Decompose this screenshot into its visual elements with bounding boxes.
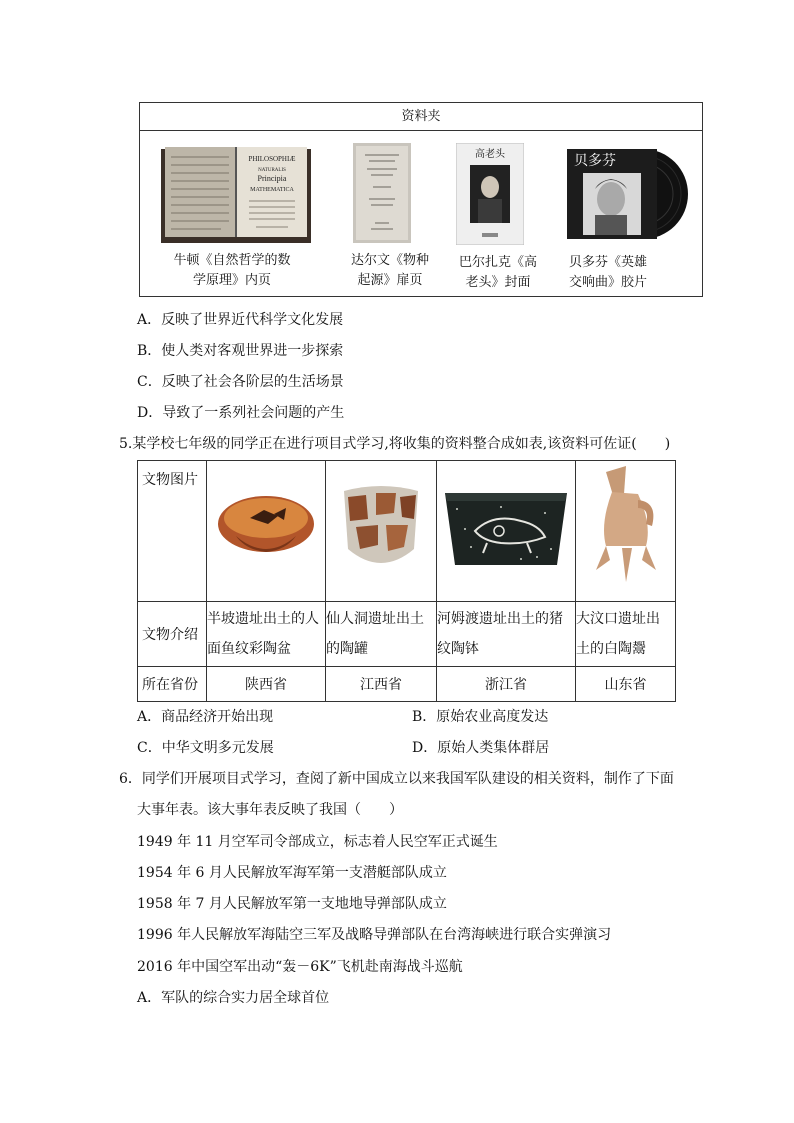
- caption-beethoven-line2: 交响曲》胶片: [568, 275, 647, 290]
- q4-option-b[interactable]: B．使人类对客观世界进一步探索: [137, 343, 344, 359]
- caption-beethoven: [558, 253, 658, 293]
- relic-intro-2-line1: 仙人洞遗址出土: [326, 611, 424, 627]
- relic-intro-3-line1: 河姆渡遗址出土的猪: [437, 611, 563, 627]
- relic-province-1: 陕西省: [207, 667, 326, 702]
- balzac-cover-image: [456, 143, 524, 245]
- q5-stem: 5.某学校七年级的同学正在进行项目式学习,将收集的资料整合成如表,该资料可佐证( ): [119, 436, 671, 452]
- relic-intro-1: [207, 602, 326, 667]
- q4-option-a[interactable]: A．反映了世界近代科学文化发展: [137, 312, 344, 328]
- hemudu-pig-bowl-image: [441, 487, 571, 571]
- caption-darwin-line1: 达尔文《物种: [350, 253, 429, 268]
- q6-option-a[interactable]: A．军队的综合实力居全球首位: [137, 990, 330, 1006]
- q6-event-5: 2016 年中国空军出动“轰－6K”飞机赴南海战斗巡航: [137, 959, 463, 975]
- row-header-province: 所在省份: [138, 667, 207, 702]
- relic-image-cell-1: [207, 461, 326, 602]
- relic-intro-2-line2: 的陶罐: [326, 641, 368, 657]
- row-header-intro: 文物介绍: [138, 602, 207, 667]
- q4-option-c[interactable]: C．反映了社会各阶层的生活场景: [137, 374, 344, 390]
- xianrendong-pot-image: [336, 479, 426, 579]
- q6-event-4: 1996 年人民解放军海陆空三军及战略导弹部队在台湾海峡进行联合实弹演习: [137, 927, 612, 943]
- relic-image-cell-2: [326, 461, 437, 602]
- newton-principia-page-image: [161, 145, 311, 243]
- row-header-images: 文物图片: [138, 461, 207, 602]
- q5-option-a[interactable]: A．商品经济开始出现: [137, 709, 274, 725]
- relic-intro-4-line2: 土的白陶鬶: [576, 641, 646, 657]
- q6-stem-line1: 6．同学们开展项目式学习，查阅了新中国成立以来我国军队建设的相关资料，制作了下面: [119, 771, 674, 787]
- caption-darwin-line2: 起源》扉页: [357, 273, 423, 288]
- folder-title: 资料夹: [140, 103, 702, 131]
- relics-row-images: [138, 461, 676, 602]
- relic-province-2: 江西省: [326, 667, 437, 702]
- q6-event-3: 1958 年 7 月人民解放军第一支地地导弹部队成立: [137, 896, 447, 912]
- book1-text-3: Principia: [257, 174, 287, 183]
- q6-stem-line2: 大事年表。该大事年表反映了我国（ ）: [137, 802, 403, 818]
- caption-newton-line1: 牛顿《自然哲学的数: [173, 253, 291, 268]
- relic-province-3: 浙江省: [437, 667, 576, 702]
- q5-option-d[interactable]: D．原始人类集体群居: [412, 740, 550, 756]
- relic-intro-1-line2: 面鱼纹彩陶盆: [207, 641, 291, 657]
- caption-balzac: [448, 253, 548, 293]
- relic-intro-3: [437, 602, 576, 667]
- book1-text-4: MATHEMATICA: [250, 187, 294, 193]
- relics-table: [137, 460, 676, 702]
- album-title: 贝多芬: [574, 153, 616, 169]
- book3-title: 高老头: [475, 149, 505, 160]
- relic-province-4: 山东省: [576, 667, 676, 702]
- relic-intro-4: [576, 602, 676, 667]
- caption-newton-line2: 学原理》内页: [192, 273, 271, 288]
- book1-text-1: PHILOSOPHIÆ: [248, 155, 296, 163]
- caption-beethoven-line1: 贝多芬《英雄: [568, 255, 647, 270]
- q5-option-b[interactable]: B．原始农业高度发达: [412, 709, 549, 725]
- q5-option-c[interactable]: C．中华文明多元发展: [137, 740, 274, 756]
- dawenkou-gui-image: [586, 464, 666, 594]
- q4-option-d[interactable]: D．导致了一系列社会问题的产生: [137, 405, 345, 421]
- beethoven-album-image: [565, 147, 690, 241]
- material-folder-box: [139, 102, 703, 297]
- caption-balzac-line2: 老头》封面: [465, 275, 531, 290]
- relic-intro-1-line1: 半坡遗址出土的人: [207, 611, 319, 627]
- book1-text-2: NATURALIS: [258, 168, 286, 173]
- relics-row-province: [138, 667, 676, 702]
- relic-image-cell-4: [576, 461, 676, 602]
- darwin-title-page-image: [353, 143, 411, 243]
- caption-darwin: [340, 251, 440, 291]
- relic-image-cell-3: [437, 461, 576, 602]
- relic-intro-4-line1: 大汶口遗址出: [576, 611, 660, 627]
- q6-event-1: 1949 年 11 月空军司令部成立，标志着人民空军正式诞生: [137, 834, 498, 850]
- relic-intro-2: [326, 602, 437, 667]
- relic-intro-3-line2: 纹陶钵: [437, 641, 479, 657]
- relics-row-intro: [138, 602, 676, 667]
- caption-balzac-line1: 巴尔扎克《高: [458, 255, 537, 270]
- caption-newton: [162, 251, 302, 291]
- q6-event-2: 1954 年 6 月人民解放军海军第一支潜艇部队成立: [137, 865, 447, 881]
- banpo-fish-basin-image: [216, 490, 316, 568]
